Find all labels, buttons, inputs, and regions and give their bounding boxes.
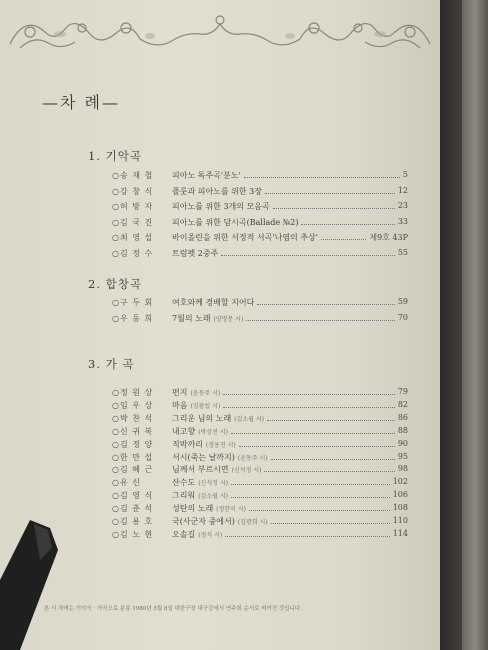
piece-title <box>172 400 220 411</box>
piece-title <box>172 313 243 324</box>
piece-title-text: 내고향 <box>172 426 196 436</box>
piece-title <box>172 426 228 437</box>
composer-name: ○김 혜 근 <box>112 465 154 475</box>
toc-entry <box>112 452 408 466</box>
toc-entry <box>112 503 408 517</box>
piece-title <box>172 464 261 475</box>
piece-title <box>172 452 268 463</box>
page-number: 12 <box>397 185 408 195</box>
floral-ornament <box>0 4 440 56</box>
composer-name: ○김 정 양 <box>112 439 154 449</box>
page-number: 90 <box>397 438 408 448</box>
poet-credit: (윤동주 시) <box>237 454 268 462</box>
page-number: 88 <box>397 425 408 435</box>
poet-credit: (박상진 시) <box>198 428 228 436</box>
piece-title-text: 산수도 <box>172 478 196 488</box>
piece-title-text: 마음 <box>172 400 188 410</box>
piece-title-text: 피아노를 위한 3개의 모음곡 <box>172 202 270 212</box>
page-number: 55 <box>397 248 408 257</box>
toc-entry <box>112 297 408 311</box>
piece-title-text: 국(사군자 중에서) <box>172 517 235 526</box>
piece-title-text: 플룻과 피아노를 위한 3장 <box>172 186 262 196</box>
leader-dots <box>221 255 395 256</box>
piece-title-text: 피아노 독주곡'분노' <box>172 171 241 180</box>
poet-credit: (신석정 시) <box>231 467 262 475</box>
composer-name: ○김 영 식 <box>112 491 154 501</box>
page-number: 59 <box>397 297 408 306</box>
poet-credit: (김광섭 시) <box>190 402 221 410</box>
toc-entry <box>112 529 408 543</box>
poet-credit: (정석 시) <box>198 531 223 539</box>
piece-title <box>172 490 228 501</box>
leader-dots <box>244 177 400 178</box>
piece-title <box>172 186 262 197</box>
leader-dots <box>246 320 395 321</box>
piece-title <box>172 387 220 398</box>
poet-credit: (윤동주 시) <box>190 390 221 397</box>
page-number: 23 <box>397 201 408 211</box>
poet-credit: (김소월 시) <box>234 415 264 423</box>
composer-name: ○정 원 상 <box>112 388 154 397</box>
page-number: 86 <box>397 412 408 422</box>
composer-name: ○유 신 <box>112 478 141 488</box>
page-number: 82 <box>397 399 408 409</box>
piece-title-text: 그리워 <box>172 491 196 501</box>
page-number: 110 <box>392 516 408 525</box>
leader-dots <box>321 239 366 240</box>
section-title: 1. 기악곡 <box>88 149 142 163</box>
leader-dots <box>264 471 395 472</box>
toc-entry <box>112 516 408 530</box>
piece-title <box>172 170 241 181</box>
leader-dots <box>273 208 395 209</box>
toc-entry <box>112 186 408 200</box>
toc-entry <box>112 490 408 504</box>
leader-dots <box>249 510 390 511</box>
piece-title-text: 편지 <box>172 388 188 397</box>
toc-entry <box>112 413 408 427</box>
piece-title <box>172 529 222 540</box>
composer-name: ○송 재 철 <box>112 171 154 180</box>
piece-title-text: 오솔길 <box>172 529 196 539</box>
composer-name: ○김 용 호 <box>112 517 154 526</box>
page-number: 106 <box>392 490 408 500</box>
leader-dots <box>223 394 395 395</box>
piece-title-text: 피아노를 위한 담시곡(Ballade №2) <box>172 217 299 227</box>
composer-name: ○임 우 상 <box>112 400 154 410</box>
poet-credit: (김소월 시) <box>198 493 228 501</box>
page-number: 70 <box>397 313 408 323</box>
music-stand-clip <box>0 520 80 650</box>
page-number: 제9호 43P <box>369 233 408 243</box>
leader-dots <box>257 304 395 305</box>
page-number: 98 <box>397 464 408 474</box>
piece-title <box>172 201 270 212</box>
section-title: 2. 합창곡 <box>88 277 142 291</box>
leader-dots <box>225 536 390 537</box>
leader-dots <box>271 523 390 524</box>
piece-title <box>172 477 228 488</box>
leader-dots <box>267 420 395 421</box>
page-title: —차 례— <box>42 93 120 112</box>
page-number: 79 <box>397 387 408 396</box>
toc-entry <box>112 464 408 478</box>
piece-title-text: 여호와께 경배할 지어다 <box>172 298 255 307</box>
leader-dots <box>231 497 390 498</box>
poet-credit: (정한익 시) <box>216 506 246 514</box>
piece-title <box>172 217 298 228</box>
piece-title-text: 직박까리 <box>172 439 203 449</box>
page-number: 102 <box>392 477 408 487</box>
page-number: 33 <box>397 216 408 226</box>
toc-entry <box>112 217 408 231</box>
piece-title-text: 트럼펫 2중주 <box>172 249 219 258</box>
composer-name: ○김 정 수 <box>112 249 154 258</box>
poet-credit: (양명문 시) <box>213 316 244 324</box>
toc-entry <box>112 400 408 414</box>
section-title: 3. 가 곡 <box>88 357 135 371</box>
page-number: 5 <box>402 170 408 179</box>
page-number: 95 <box>397 451 408 461</box>
composer-name: ○허 방 자 <box>112 202 154 212</box>
leader-dots <box>301 224 395 225</box>
leader-dots <box>239 446 395 447</box>
piece-title-text: 성탄의 노래 <box>172 504 214 514</box>
toc-entry <box>112 232 408 246</box>
composer-name: ○한 만 섭 <box>112 452 154 462</box>
page-number: 108 <box>392 503 408 513</box>
composer-name: ○신 귀 복 <box>112 426 154 436</box>
poet-credit: (김광희 시) <box>237 519 268 526</box>
composer-name: ○박 찬 석 <box>112 413 154 423</box>
poet-credit: (신석정 시) <box>198 480 228 488</box>
toc-entry <box>112 313 408 327</box>
piece-title-text: 님께서 부르시면 <box>172 465 229 475</box>
leader-dots <box>271 459 395 460</box>
composer-name: ○구 두 회 <box>112 298 154 307</box>
composer-name: ○우 동 희 <box>112 314 154 324</box>
leader-dots <box>265 193 395 194</box>
leader-dots <box>223 407 395 408</box>
toc-entry <box>112 248 408 262</box>
composer-name: ○강 창 식 <box>112 186 154 196</box>
piece-title <box>172 413 264 424</box>
composer-name: ○김 노 현 <box>112 529 154 539</box>
leader-dots <box>231 484 390 485</box>
piece-title <box>172 232 318 243</box>
piece-title <box>172 503 246 514</box>
piece-title-text: 7월의 노래 <box>172 314 211 324</box>
composer-name: ○최 영 섭 <box>112 233 154 243</box>
poet-credit: (정용진 시) <box>205 441 236 449</box>
toc-entry <box>112 170 408 184</box>
toc-entry <box>112 426 408 440</box>
toc-entry <box>112 387 408 401</box>
piece-title-text: 서시(죽는 날까지) <box>172 452 235 462</box>
piece-title-text: 바이올린을 위한 서정적 서곡'나염의 추상' <box>172 233 318 243</box>
leader-dots <box>231 433 395 434</box>
piece-title <box>172 439 236 450</box>
composer-name: ○김 국 진 <box>112 217 154 227</box>
toc-entry <box>112 477 408 491</box>
page-number: 114 <box>392 528 408 538</box>
piece-title <box>172 248 218 259</box>
piece-title-text: 그리운 님의 노래 <box>172 413 232 423</box>
composer-name: ○김 춘 석 <box>112 504 154 514</box>
adjacent-page-edge <box>462 0 488 650</box>
footnote: 본 시 작에는 기악곡 · 가곡으로 분류 1980년 5월 8일 대한구장 대구강에서 연주회 순서로 써여진 것입니다. <box>44 606 302 612</box>
piece-title <box>172 516 268 527</box>
toc-entry <box>112 201 408 215</box>
piece-title <box>172 297 254 308</box>
toc-entry <box>112 439 408 453</box>
